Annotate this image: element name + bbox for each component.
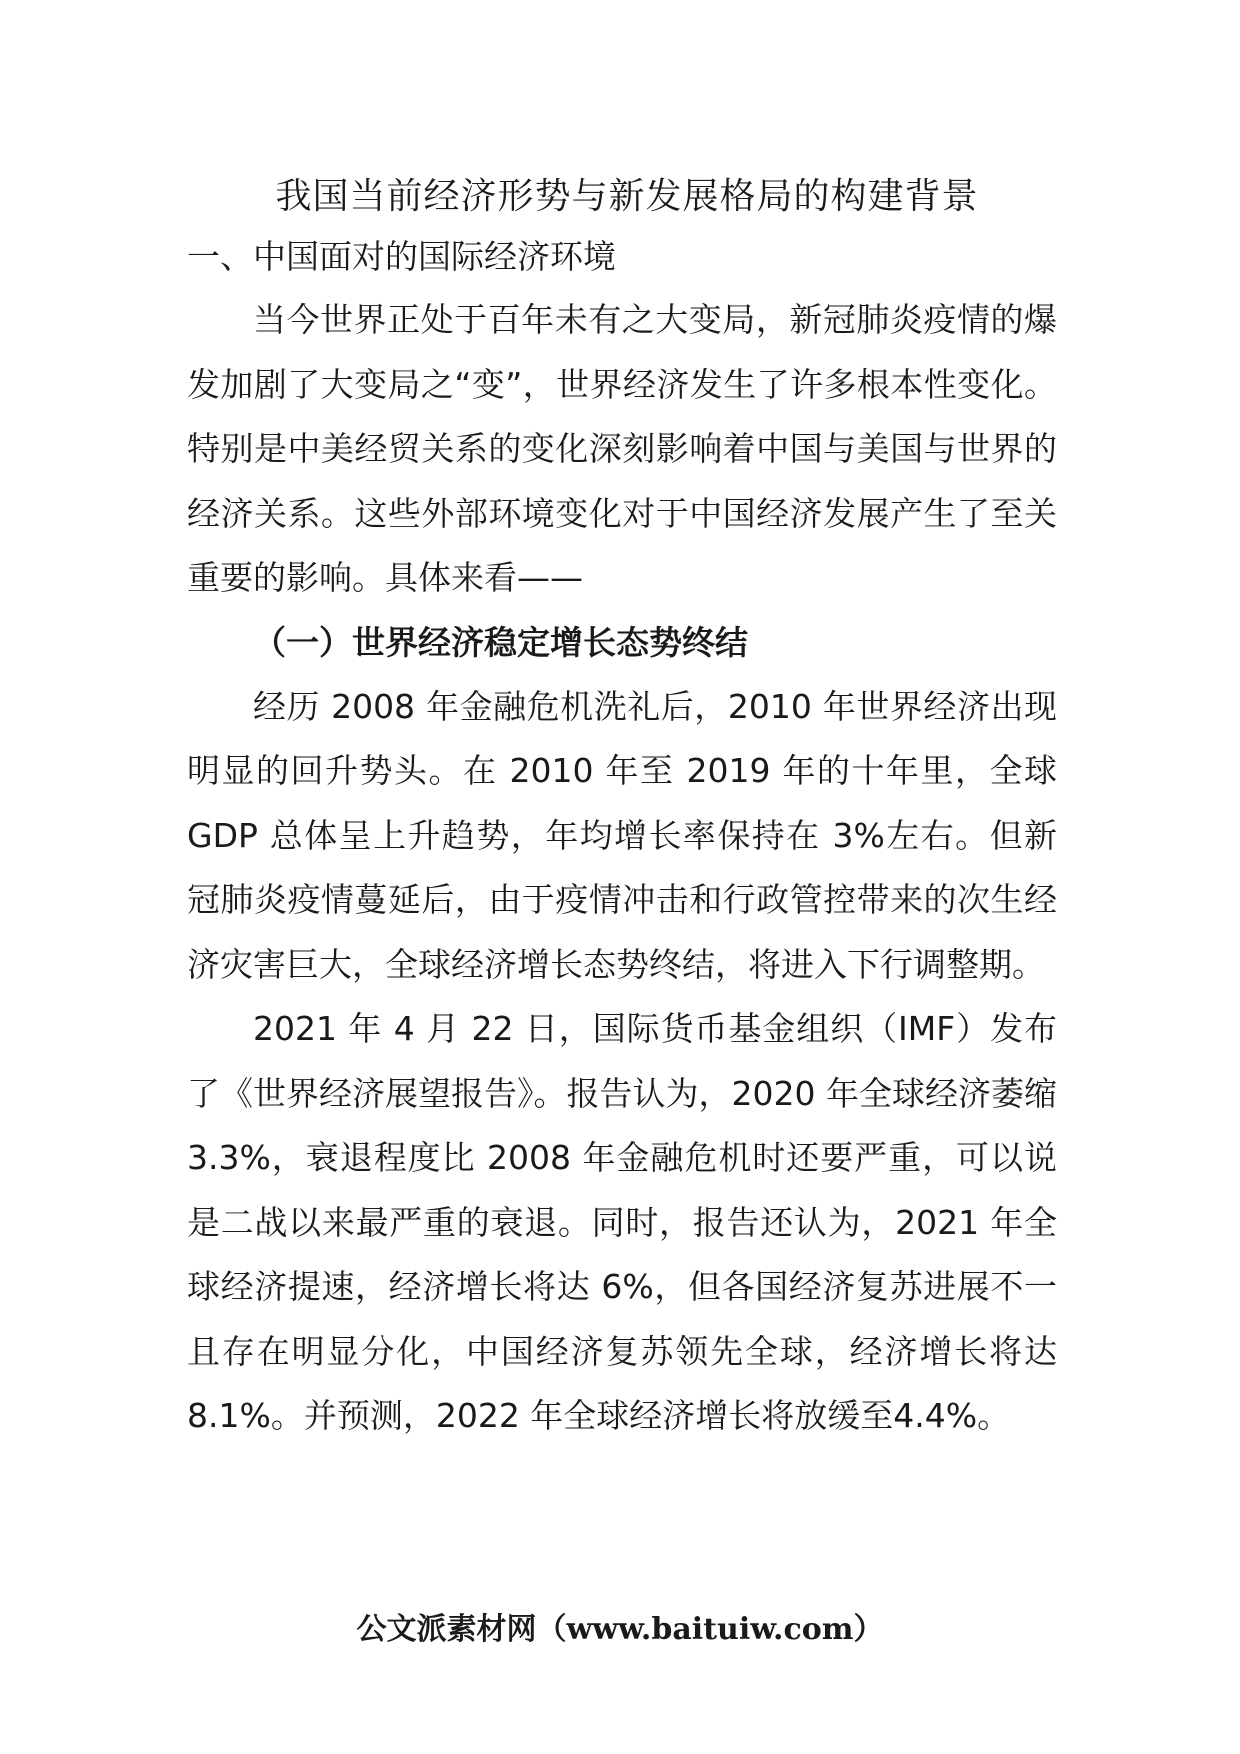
footer-watermark: 公文派素材网（www.baituiw.com）: [356, 1612, 884, 1647]
document-title: 我国当前经济形势与新发展格局的构建背景: [275, 176, 979, 217]
paragraph-growth-history: 经历 2008 年金融危机洗礼后，2010 年世界经济出现明显的回升势头。在 2010 年至 2019 年的十年里，全球 GDP 总体呈上升趋势，年均增长率保持在 3%左右。但新冠肺炎疫情蔓延后，由于疫情冲击和行政管控带来的次生经济灾害巨大，全球经济增长态势终结，将进入下行调整期。: [187, 686, 1057, 984]
section-heading: 一、中国面对的国际经济环境: [187, 237, 616, 276]
document-body: [187, 168, 1057, 1449]
paragraph-imf-report: 2021 年 4 月 22 日，国际货币基金组织（IMF）发布了《世界经济展望报告》。报告认为，2020 年全球经济萎缩 3.3%，衰退程度比 2008 年金融危机时还要严重，可以说是二战以来最严重的衰退。同时，报告还认为，2021 年全球经济提速，经济增长将达 6%，但各国经济复苏进展不一且存在明显分化，中国经济复苏领先全球，经济增长将达 8.1%。并预测，2022 年全球经济增长将放缓至4.4%。: [187, 1009, 1057, 1435]
paragraph-intro: 当今世界正处于百年未有之大变局，新冠肺炎疫情的爆发加剧了大变局之“变”，世界经济发生了许多根本性变化。特别是中美经贸关系的变化深刻影响着中国与美国与世界的经济关系。这些外部环境变化对于中国经济发展产生了至关重要的影响。具体来看——: [187, 300, 1057, 597]
subheading-world-economy: （一）世界经济稳定增长态势终结: [253, 622, 748, 662]
